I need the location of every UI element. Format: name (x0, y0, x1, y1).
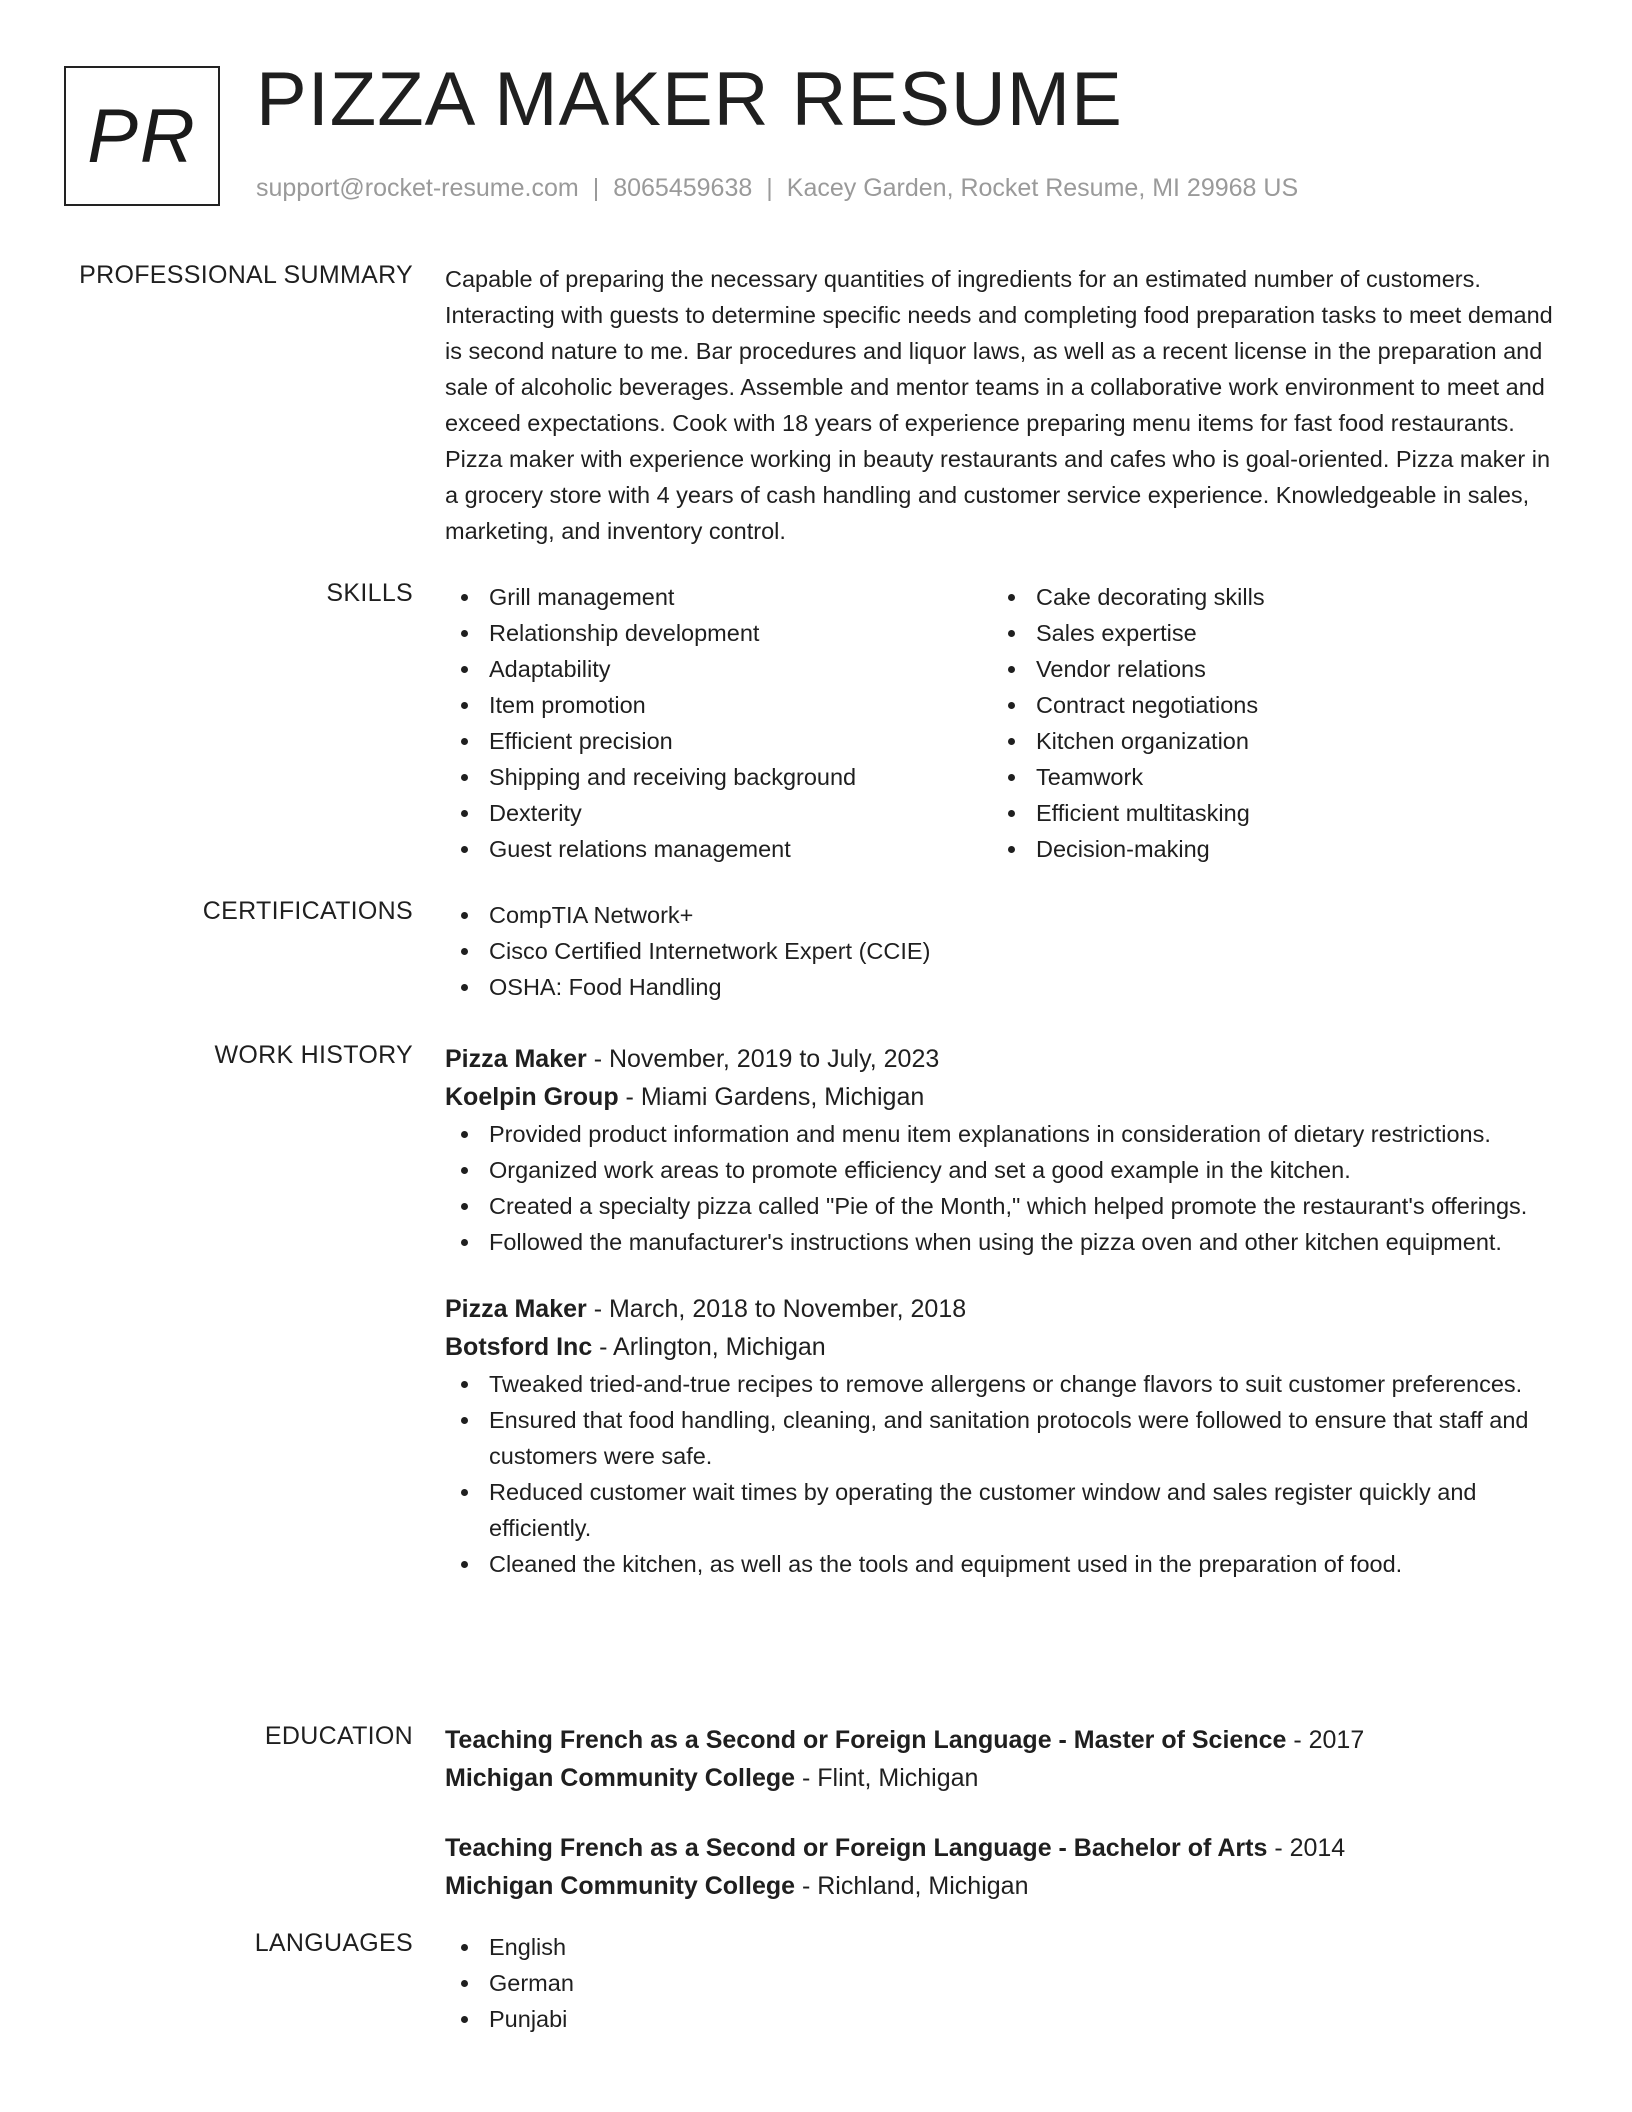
job-duty-item: Tweaked tried-and-true recipes to remove allergens or change flavors to suit customer preferences. (445, 1366, 1560, 1402)
degree-line (445, 1721, 1560, 1759)
skill-item: Item promotion (445, 687, 992, 723)
section-heading-education: EDUCATION (264, 1722, 413, 1750)
certification-item: CompTIA Network+ (445, 897, 1560, 933)
skill-item: Dexterity (445, 795, 992, 831)
skill-item: Adaptability (445, 651, 992, 687)
language-item: English (445, 1929, 1560, 1965)
school-line (445, 1867, 1560, 1905)
job-title-line (445, 1290, 1560, 1328)
skill-item: Grill management (445, 579, 992, 615)
section-heading-skills: SKILLS (326, 579, 413, 607)
education-entry (445, 1721, 1560, 1797)
job-company: Botsford Inc (445, 1333, 593, 1361)
languages-list (445, 1929, 1560, 2037)
school-location: - Richland, Michigan (795, 1872, 1029, 1900)
certification-item: Cisco Certified Internetwork Expert (CCIE) (445, 933, 1560, 969)
degree-line (445, 1829, 1560, 1867)
skill-item: Efficient precision (445, 723, 992, 759)
job-duty-item: Provided product information and menu item explanations in consideration of dietary restrictions. (445, 1116, 1560, 1152)
job-duty-item: Organized work areas to promote efficiency and set a good example in the kitchen. (445, 1152, 1560, 1188)
job-duty-item: Reduced customer wait times by operating the customer window and sales register quickly and efficiently. (445, 1474, 1560, 1546)
skill-item: Guest relations management (445, 831, 992, 867)
job-duty-item: Created a specialty pizza called "Pie of the Month," which helped promote the restaurant's offerings. (445, 1188, 1560, 1224)
job-entry (445, 1040, 1560, 1260)
skill-item: Contract negotiations (992, 687, 1539, 723)
job-duty-item: Cleaned the kitchen, as well as the tools and equipment used in the preparation of food. (445, 1546, 1560, 1582)
summary-text: Capable of preparing the necessary quantities of ingredients for an estimated number of customers. Interacting with guests to determine specific needs and completing food preparation tasks to meet demand is second nature to me. Bar procedures and liquor laws, as well as a recent license in the preparation and sale of alcoholic beverages. Assemble and mentor teams in a collaborative work environment to meet and exceed expectations. Cook with 18 years of experience preparing menu items for fast food restaurants. Pizza maker with experience working in beauty restaurants and cafes who is goal-oriented. Pizza maker in a grocery store with 4 years of cash handling and customer service experience. Knowledgeable in sales, marketing, and inventory control. (445, 266, 1553, 544)
contact-separator: | (592, 174, 600, 202)
job-company-line (445, 1078, 1560, 1116)
job-duty-item: Ensured that food handling, cleaning, and sanitation protocols were followed to ensure that staff and customers were safe. (445, 1402, 1560, 1474)
monogram-box (64, 66, 220, 206)
job-title: Pizza Maker (445, 1295, 587, 1323)
section-heading-languages: LANGUAGES (254, 1929, 413, 1957)
degree-year: - 2014 (1267, 1834, 1346, 1862)
section-heading-summary: PROFESSIONAL SUMMARY (79, 261, 413, 289)
job-company: Koelpin Group (445, 1083, 619, 1111)
job-duties-list (445, 1116, 1560, 1260)
degree-year: - 2017 (1286, 1726, 1365, 1754)
skill-item: Cake decorating skills (992, 579, 1539, 615)
school-name: Michigan Community College (445, 1764, 796, 1792)
skills-list-left (445, 579, 992, 867)
languages-body (445, 1929, 1560, 2037)
job-duty-item: Followed the manufacturer's instructions when using the pizza oven and other kitchen equipment. (445, 1224, 1560, 1260)
skill-item: Shipping and receiving background (445, 759, 992, 795)
job-duties-list (445, 1366, 1560, 1582)
school-line (445, 1759, 1560, 1797)
section-heading-certifications: CERTIFICATIONS (202, 897, 413, 925)
contact-email[interactable]: support@rocket-resume.com (256, 174, 579, 202)
contact-separator: | (766, 174, 773, 202)
summary-body (445, 261, 1560, 549)
section-heading-work-history: WORK HISTORY (214, 1041, 413, 1069)
skills-body (445, 579, 1560, 867)
job-title-line (445, 1040, 1560, 1078)
language-item: Punjabi (445, 2001, 1560, 2037)
job-entry (445, 1290, 1560, 1582)
resume-title: PIZZA MAKER RESUME (256, 57, 1123, 142)
education-body (445, 1721, 1560, 1937)
certification-item: OSHA: Food Handling (445, 969, 1560, 1005)
contact-address: Kacey Garden, Rocket Resume, MI 29968 US (786, 174, 1299, 202)
contact-line (256, 174, 1298, 203)
education-entry (445, 1829, 1560, 1905)
contact-phone[interactable]: 8065459638 (613, 174, 753, 202)
school-name: Michigan Community College (445, 1872, 796, 1900)
skill-item: Vendor relations (992, 651, 1539, 687)
degree-title: Teaching French as a Second or Foreign Language - Bachelor of Arts (445, 1834, 1268, 1862)
work-history-body (445, 1040, 1560, 1612)
certifications-body (445, 897, 1560, 1005)
monogram-initials: PR (87, 93, 197, 179)
skill-item: Sales expertise (992, 615, 1539, 651)
job-dates: - November, 2019 to July, 2023 (586, 1045, 940, 1073)
skill-item: Efficient multitasking (992, 795, 1539, 831)
skill-item: Relationship development (445, 615, 992, 651)
school-location: - Flint, Michigan (795, 1764, 979, 1792)
language-item: German (445, 1965, 1560, 2001)
job-company-line (445, 1328, 1560, 1366)
job-location: - Arlington, Michigan (592, 1333, 826, 1361)
skill-item: Decision-making (992, 831, 1539, 867)
job-title: Pizza Maker (445, 1045, 587, 1073)
skill-item: Kitchen organization (992, 723, 1539, 759)
skills-list-right (992, 579, 1539, 867)
job-location: - Miami Gardens, Michigan (618, 1083, 925, 1111)
skill-item: Teamwork (992, 759, 1539, 795)
certifications-list (445, 897, 1560, 1005)
degree-title: Teaching French as a Second or Foreign Language - Master of Science (445, 1726, 1287, 1754)
job-dates: - March, 2018 to November, 2018 (586, 1295, 967, 1323)
